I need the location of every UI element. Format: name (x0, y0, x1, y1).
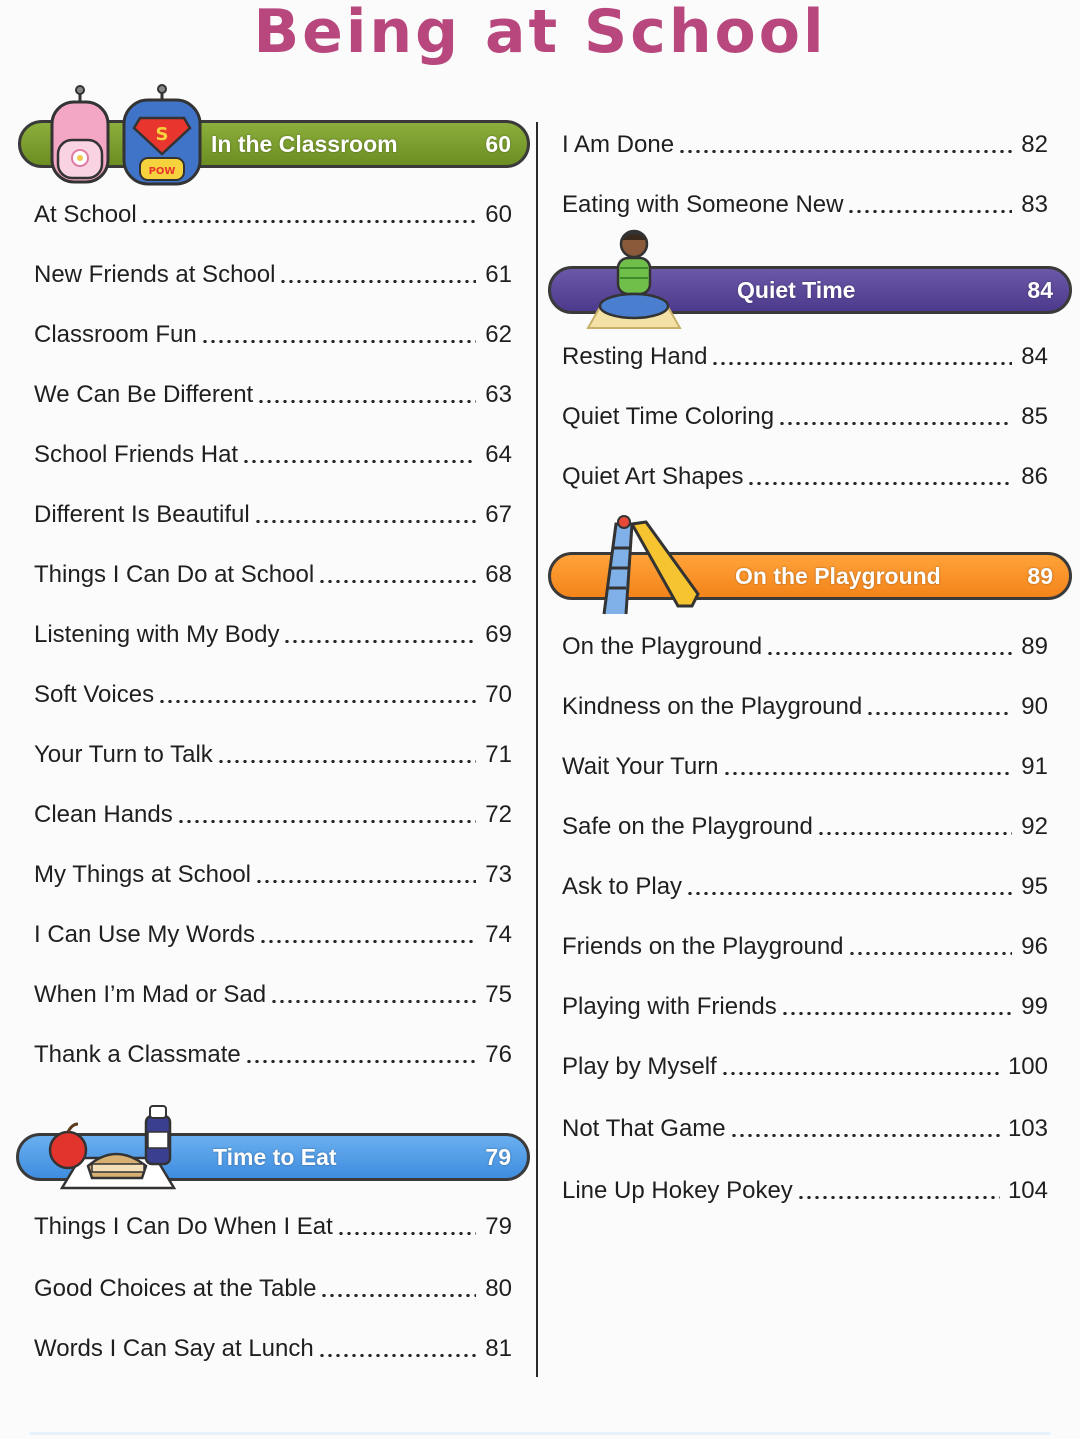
toc-entry[interactable]: Clean Hands 72 (34, 801, 512, 828)
section-page-eat: 79 (485, 1144, 511, 1170)
section-title-playground: On the Playground (735, 563, 941, 589)
toc-entry[interactable]: Kindness on the Playground 90 (562, 693, 1048, 720)
toc-entry[interactable]: Your Turn to Talk 71 (34, 741, 512, 768)
toc-entry[interactable]: Resting Hand 84 (562, 343, 1048, 370)
toc-entry[interactable]: On the Playground 89 (562, 633, 1048, 660)
toc-entry[interactable]: Play by Myself 100 (562, 1053, 1048, 1080)
toc-entry[interactable]: Words I Can Say at Lunch 81 (34, 1335, 512, 1362)
toc-entry[interactable]: Wait Your Turn 91 (562, 753, 1048, 780)
toc-entry[interactable]: Listening with My Body 69 (34, 621, 512, 648)
toc-entry[interactable]: Things I Can Do When I Eat 79 (34, 1213, 512, 1240)
page-bottom-edge (30, 1432, 1050, 1435)
toc-entry[interactable]: Things I Can Do at School 68 (34, 561, 512, 588)
toc-entry[interactable]: Eating with Someone New 83 (562, 191, 1048, 218)
toc-entry[interactable]: When I’m Mad or Sad 75 (34, 981, 512, 1008)
sitting-child-icon (584, 228, 684, 332)
toc-entry[interactable]: Line Up Hokey Pokey 104 (562, 1177, 1048, 1204)
toc-entry[interactable]: Soft Voices 70 (34, 681, 512, 708)
toc-entry[interactable]: Safe on the Playground 92 (562, 813, 1048, 840)
toc-entry[interactable]: Not That Game 103 (562, 1115, 1048, 1142)
toc-entry[interactable]: New Friends at School 61 (34, 261, 512, 288)
toc-entry[interactable]: Quiet Art Shapes 86 (562, 463, 1048, 490)
svg-text:POW: POW (148, 166, 176, 177)
section-title-quiet: Quiet Time (737, 277, 856, 303)
toc-entry[interactable]: School Friends Hat 64 (34, 441, 512, 468)
svg-text:S: S (155, 124, 169, 145)
toc-entry[interactable]: Different Is Beautiful 67 (34, 501, 512, 528)
page-title: Being at School (253, 0, 827, 67)
toc-entry[interactable]: Quiet Time Coloring 85 (562, 403, 1048, 430)
column-divider (536, 122, 538, 1377)
toc-entry[interactable]: At School 60 (34, 201, 512, 228)
toc-entry[interactable]: I Am Done 82 (562, 131, 1048, 158)
toc-entry[interactable]: My Things at School 73 (34, 861, 512, 888)
toc-entry[interactable]: I Can Use My Words 74 (34, 921, 512, 948)
section-page-quiet: 84 (1027, 277, 1053, 303)
backpacks-icon (44, 84, 204, 188)
toc-entry[interactable]: Good Choices at the Table 80 (34, 1275, 512, 1302)
toc-entry[interactable]: Playing with Friends 99 (562, 993, 1048, 1020)
section-page-playground: 89 (1027, 563, 1053, 589)
toc-entry[interactable]: Classroom Fun 62 (34, 321, 512, 348)
toc-entry[interactable]: Thank a Classmate 76 (34, 1041, 512, 1068)
section-title-classroom: In the Classroom (211, 131, 398, 157)
lunch-icon (46, 1102, 178, 1194)
toc-entry[interactable]: Friends on the Playground 96 (562, 933, 1048, 960)
slide-icon (586, 514, 706, 618)
section-page-classroom: 60 (485, 131, 511, 157)
toc-entry[interactable]: We Can Be Different 63 (34, 381, 512, 408)
section-title-eat: Time to Eat (213, 1144, 337, 1170)
toc-entry[interactable]: Ask to Play 95 (562, 873, 1048, 900)
